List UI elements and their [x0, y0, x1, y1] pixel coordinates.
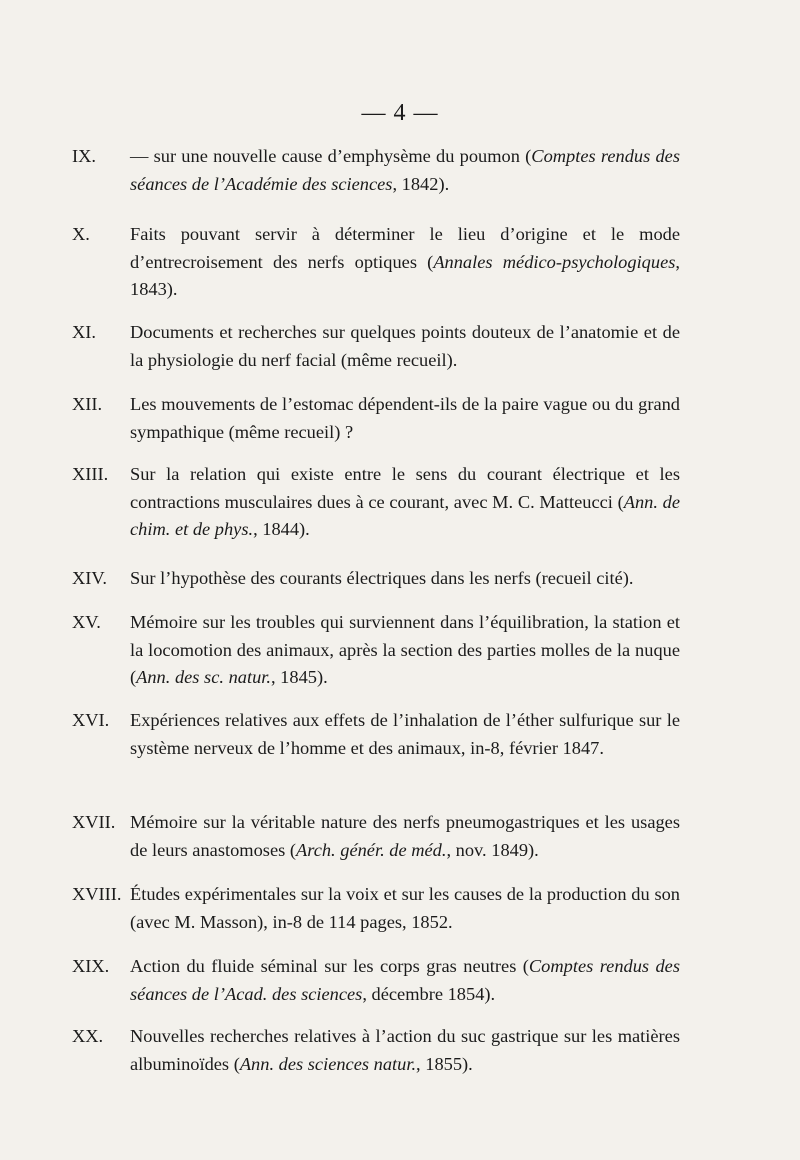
- page-number: — 4 —: [361, 100, 439, 126]
- entry-xx: [0, 1023, 680, 1078]
- entry-number: XX.: [72, 1026, 104, 1046]
- entry-text: Faits pouvant servir à déterminer le lieu d’origine et le mode d’entrecroisement des nerfs optiques (Annales médico-psychologiques, 1843).: [130, 224, 680, 299]
- entry-number: XVII.: [72, 812, 116, 832]
- entry-text: Mémoire sur la véritable nature des nerfs pneumogastriques et les usages de leurs anastomoses (Arch. génér. de méd., nov. 1849).: [130, 812, 680, 860]
- entry-ix: [0, 143, 680, 198]
- entry-text: Études expérimentales sur la voix et sur les causes de la production du son (avec M. Masson), in-8 de 114 pages, 1852.: [130, 884, 680, 932]
- entry-number: X.: [72, 224, 90, 244]
- entry-number: XVI.: [72, 710, 110, 730]
- entry-xix: [0, 953, 680, 1008]
- entry-text: Nouvelles recherches relatives à l’action du suc gastrique sur les matières albuminoïdes (Ann. des sciences natur., 1855).: [130, 1026, 680, 1074]
- entry-number: XII.: [72, 394, 103, 414]
- entry-number: XI.: [72, 322, 97, 342]
- entry-number: XIX.: [72, 956, 110, 976]
- entry-text: Expériences relatives aux effets de l’inhalation de l’éther sulfurique sur le système nerveux de l’homme et des animaux, in-8, février 1847.: [130, 710, 680, 758]
- entry-text: Sur l’hypothèse des courants électriques dans les nerfs (recueil cité).: [130, 568, 634, 588]
- entry-x: [0, 221, 680, 304]
- entry-xiii: [0, 461, 680, 544]
- entry-text: Documents et recherches sur quelques points douteux de l’anatomie et de la physiologie du nerf facial (même recueil).: [130, 322, 680, 370]
- entry-xv: [0, 609, 680, 692]
- entry-text: Les mouvements de l’estomac dépendent-ils de la paire vague ou du grand sympathique (même recueil) ?: [130, 394, 680, 442]
- entry-xii: [0, 391, 680, 446]
- entry-xi: [0, 319, 680, 374]
- entry-xviii: [0, 881, 680, 936]
- entry-number: XV.: [72, 612, 101, 632]
- entry-text: Mémoire sur les troubles qui surviennent dans l’équilibration, la station et la locomotion des animaux, après la section des parties molles de la nuque (Ann. des sc. natur., 1845).: [130, 612, 680, 687]
- entry-number: XIII.: [72, 464, 109, 484]
- entry-number: IX.: [72, 146, 97, 166]
- entry-xvii: [0, 809, 680, 864]
- entry-text: Action du fluide séminal sur les corps gras neutres (Comptes rendus des séances de l’Acad. des sciences, décembre 1854).: [130, 956, 680, 1004]
- entry-number: XIV.: [72, 568, 107, 588]
- entry-xvi: [0, 707, 680, 762]
- entry-text: — sur une nouvelle cause d’emphysème du poumon (Comptes rendus des séances de l’Académie des sciences, 1842).: [130, 146, 680, 194]
- entry-text: Sur la relation qui existe entre le sens du courant électrique et les contractions musculaires dues à ce courant, avec M. C. Matteucci (Ann. de chim. et de phys., 1844).: [130, 464, 680, 539]
- entry-xiv: [0, 565, 680, 593]
- entry-number: XVIII.: [72, 884, 122, 904]
